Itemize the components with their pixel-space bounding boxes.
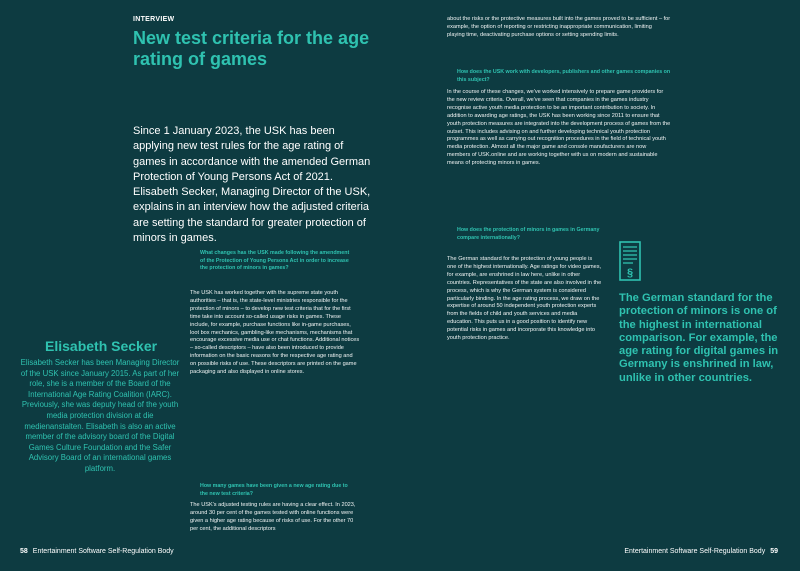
question-1: What changes has the USK made following the amendment of the Protection of Young Persons Act in order to increase the protection of minors in games? (200, 250, 350, 271)
footer-left (20, 548, 174, 555)
footer-left-text: Entertainment Software Self-Regulation Body (32, 548, 174, 555)
footer-right (624, 548, 778, 555)
question-2: How many games have been given a new age rating due to the new test criteria? (200, 483, 348, 497)
answer-2: The USK's adjusted testing rules are having a clear effect. In 2023, around 30 per cent of the games tested with online functions were given a higher age rating because of risks of use. For the other 70 per cent, the additional descriptors (190, 502, 356, 532)
page-number-left: 58 (20, 548, 28, 555)
intro-paragraph: Since 1 January 2023, the USK has been applying new test rules for the age rating of games in accordance with the amended German Protection of Young Persons Act of 2021. Elisabeth Secker, Managing Director of the USK, explains in an interview how the adjusted criteria are setting the standard for greater protection of minors in games. (133, 125, 371, 245)
answer-3: In the course of these changes, we've worked intensively to prepare game providers for the new review criteria. Overall, we've seen that companies in the games industry recognise active youth media protection to be an important contribution to society. In addition to awarding age ratings, the USK has been working since 2011 to ensure that youth protection measures are integrated into the development process of games from the outset. This includes advising on and further developing technical youth protection programmes as well as carrying out recognition procedures in the field of technical youth media protection. Almost all the major game and console manufacturers are now members of USK.online and are working together with us on modern and sustainable means of protecting minors in games. (447, 89, 671, 167)
page-title: New test criteria for the age rating of games (133, 28, 370, 69)
footer-right-text: Entertainment Software Self-Regulation Body (624, 548, 766, 555)
answer-4: The German standard for the protection of young people is one of the highest internationally. Age ratings for video games, for example, are enshrined in law here, unlike in other countries. Representatives of the state are also involved in the process, which is why the German system is considered particularly binding. In the age rating process, we draw on the expertise of around 50 independent youth protection experts from the fields of child and youth services and media education. This puts us in a good position to identify new potential risks in games and incorporate this knowledge into youth protection practice. (447, 256, 602, 342)
answer-1: The USK has worked together with the supreme state youth authorities – that is, the state-level ministries responsible for the protection of minors – to develop new test criteria that for the first time take into account so-called usage risks in games. These include, for example, purchase functions like in-game purchases, loot box mechanics, gambling-like mechanisms, mechanisms that encourage excessive media use or chat functions. Additional notices – so-called descriptors – have also been introduced to provide information on the basic reasons for the respective age rating and on possible risks of use. These descriptors are printed on the game packaging and also displayed in online stores. (190, 290, 360, 376)
svg-text:§: § (626, 267, 634, 279)
pull-quote: The German standard for the protection of minors is one of the highest in international comparison. For example, the age rating for digital games in Germany is enshrined in law, unlike in other countries. (619, 292, 779, 384)
question-4: How does the protection of minors in games in Germany compare internationally? (457, 227, 600, 241)
section-label: INTERVIEW (133, 16, 175, 23)
answer-2-continued: about the risks or the protective measures built into the games proved to be sufficient – for example, the option of reporting or restricting inappropriate communication, limiting playing time, deactivating purchase options or setting spending limits. (447, 16, 671, 38)
legal-document-icon (619, 241, 641, 281)
bio-name: Elisabeth Secker (45, 338, 158, 354)
bio-text: Elisabeth Secker has been Managing Director of the USK since January 2015. As part of her role, she is a member of the Board of the International Age Rating Coalition (IARC). Previously, she was deputy head of the youth media protection division at die medienanstalten. Elisabeth is also an active member of the advisory board of the Digital Games Culture Foundation and the Safer Advisory Board of an international games platform. (20, 358, 180, 473)
question-3: How does the USK work with developers, publishers and other games companies on this subject? (457, 69, 671, 83)
page-number-right: 59 (770, 548, 778, 555)
